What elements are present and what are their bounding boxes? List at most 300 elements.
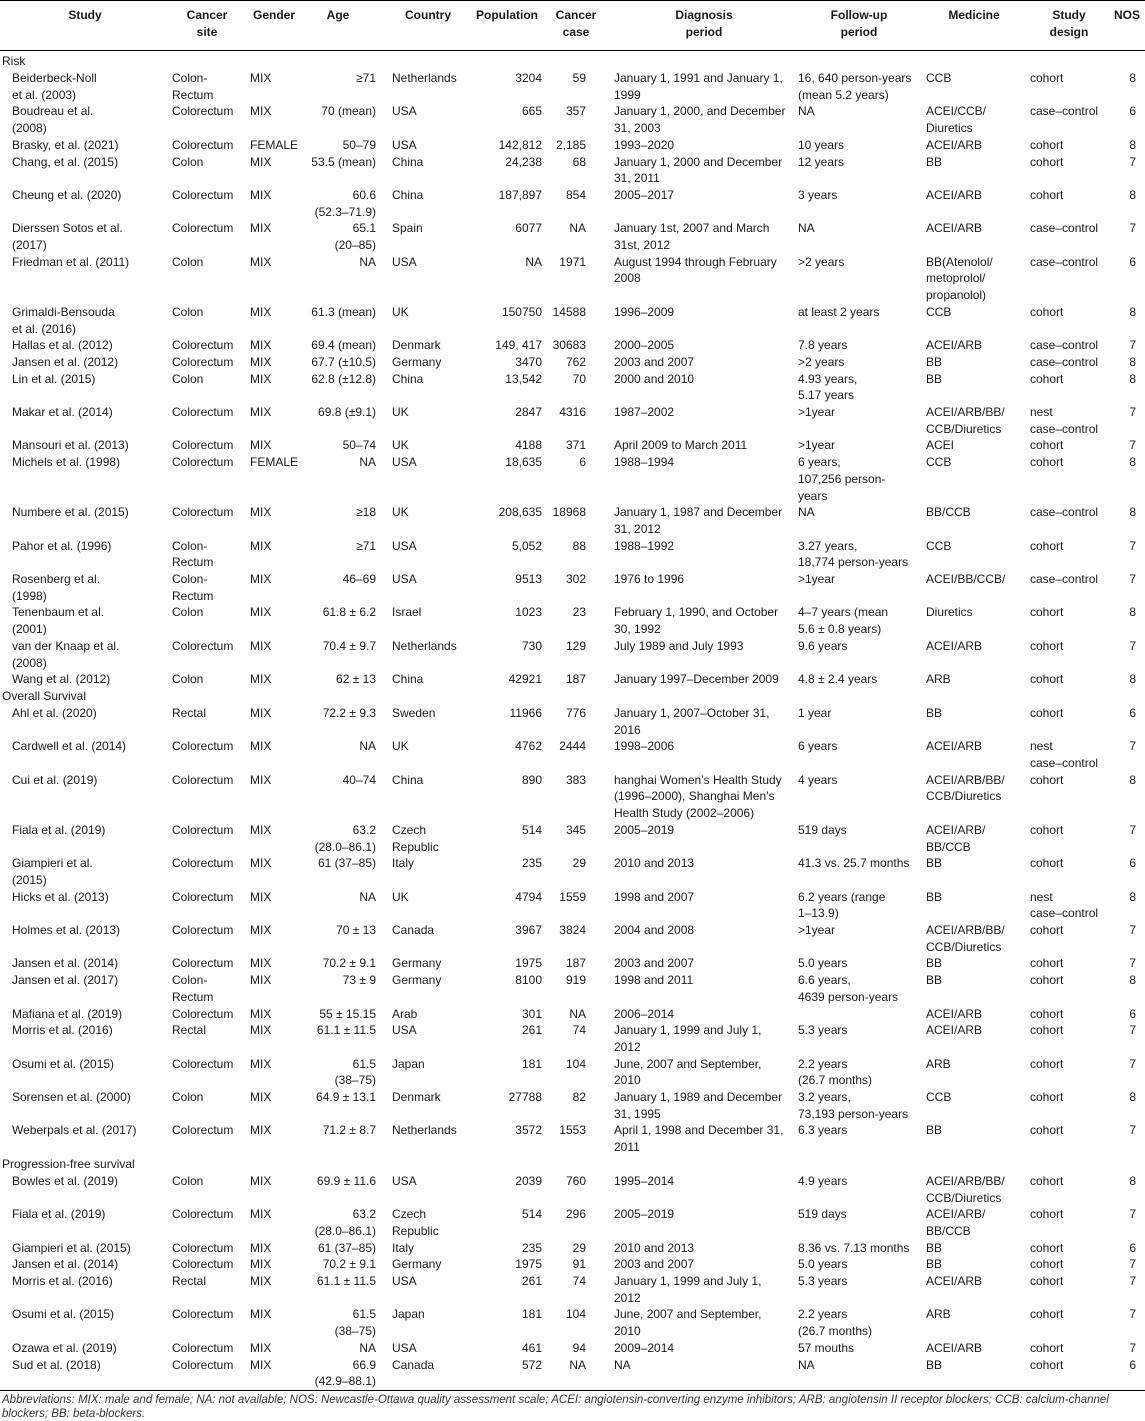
table-cell bbox=[172, 220, 246, 237]
cell-line: Diuretics bbox=[926, 121, 973, 136]
table-cell bbox=[470, 1306, 542, 1323]
table-cell bbox=[614, 1006, 794, 1023]
table-cell bbox=[798, 571, 920, 588]
cell-line: Colon- bbox=[172, 572, 208, 586]
cell-line: (mean 5.2 years) bbox=[798, 87, 889, 102]
table-cell bbox=[1030, 972, 1110, 989]
cell-line: >1year bbox=[798, 438, 836, 453]
cell-line: 8 bbox=[1129, 354, 1136, 369]
cell-line: (38–75) bbox=[334, 1324, 376, 1339]
table-cell bbox=[470, 404, 542, 421]
cell-line: Morris et al. (2016) bbox=[12, 1023, 113, 1038]
cell-line: 7 bbox=[1129, 154, 1136, 169]
cell-line: 2004 and 2008 bbox=[614, 923, 695, 937]
cell-line: BB/CCB bbox=[926, 505, 971, 520]
cell-line: 8 bbox=[1129, 505, 1136, 520]
table-cell bbox=[300, 822, 376, 855]
column-header bbox=[168, 7, 246, 40]
cell-line: Canada bbox=[392, 1357, 435, 1372]
cell-line: Diuretics bbox=[926, 605, 973, 620]
table-cell bbox=[470, 1122, 542, 1139]
table-cell bbox=[614, 772, 794, 822]
cell-line: 2009–2014 bbox=[614, 1340, 675, 1355]
table-cell bbox=[12, 220, 160, 253]
table-cell bbox=[926, 538, 1026, 555]
table-cell bbox=[798, 604, 920, 637]
table-cell bbox=[614, 220, 794, 253]
table-cell bbox=[1112, 154, 1136, 171]
table-cell bbox=[172, 1357, 246, 1374]
cell-line: ARB bbox=[926, 1307, 951, 1322]
table-cell bbox=[172, 1206, 246, 1223]
cell-line: cohort bbox=[1030, 772, 1064, 787]
cell-line: 70.2 ± 9.1 bbox=[322, 1257, 376, 1272]
cell-line: 2005–2019 bbox=[614, 1207, 675, 1222]
cell-line: CCB bbox=[926, 538, 952, 553]
cell-line: 371 bbox=[565, 438, 586, 453]
table-cell bbox=[548, 1056, 586, 1073]
table-cell bbox=[392, 1122, 470, 1139]
cell-line: Colorectum bbox=[172, 338, 234, 353]
cell-line: 62.8 (±12.8) bbox=[311, 371, 376, 386]
table-cell bbox=[614, 1206, 794, 1223]
cell-line: NA bbox=[798, 1357, 815, 1372]
cell-line: January 1st, 2007 and March bbox=[614, 221, 770, 236]
table-cell bbox=[470, 70, 542, 87]
cell-line: 1988–1992 bbox=[614, 538, 675, 553]
table-cell bbox=[926, 822, 1026, 855]
table-row bbox=[0, 254, 1145, 304]
table-cell bbox=[548, 538, 586, 555]
table-cell bbox=[1030, 70, 1110, 87]
table-cell bbox=[392, 254, 470, 271]
cell-line: Colorectum bbox=[172, 1240, 234, 1255]
cell-line: cohort bbox=[1030, 1173, 1064, 1188]
cell-line: cohort bbox=[1030, 1006, 1064, 1021]
table-cell bbox=[1112, 922, 1136, 939]
table-cell bbox=[548, 955, 586, 972]
cell-line: cohort bbox=[1030, 71, 1064, 85]
cell-line: CCB/Diuretics bbox=[926, 789, 1002, 804]
table-cell bbox=[548, 705, 586, 722]
cell-line: Rectal bbox=[172, 705, 207, 720]
table-cell bbox=[300, 1006, 376, 1023]
table-row bbox=[0, 1022, 1145, 1055]
table-cell bbox=[470, 705, 542, 722]
table-cell bbox=[172, 1240, 246, 1257]
table-cell bbox=[470, 538, 542, 555]
cell-line: USA bbox=[392, 104, 417, 119]
cell-line: cohort bbox=[1030, 956, 1064, 971]
cell-line: 18,774 person-years bbox=[798, 555, 909, 570]
cell-line: 7 bbox=[1129, 1023, 1136, 1038]
cell-line: MIX bbox=[250, 1090, 272, 1104]
cell-line: Colon bbox=[172, 304, 204, 319]
table-cell bbox=[392, 371, 470, 388]
table-cell bbox=[12, 604, 160, 637]
column-header-line: Age bbox=[326, 8, 350, 22]
table-cell bbox=[614, 404, 794, 421]
cell-line: MIX bbox=[250, 1340, 272, 1355]
table-cell bbox=[300, 738, 376, 755]
cell-line: 4762 bbox=[515, 739, 542, 754]
cell-line: Colorectum bbox=[172, 187, 234, 202]
table-cell bbox=[172, 337, 246, 354]
column-header-line: Follow-up bbox=[830, 8, 888, 22]
table-cell bbox=[1112, 437, 1136, 454]
cell-line: propanolol) bbox=[926, 288, 987, 303]
table-cell bbox=[1030, 1173, 1110, 1190]
cell-line: April 2009 to March 2011 bbox=[614, 438, 748, 453]
table-cell bbox=[798, 738, 920, 755]
table-cell bbox=[1112, 1273, 1136, 1290]
cell-line: 2008 bbox=[614, 271, 641, 286]
cell-line: 3470 bbox=[515, 354, 542, 369]
table-cell bbox=[250, 337, 300, 354]
cell-line: Colon bbox=[172, 1173, 204, 1188]
table-cell bbox=[798, 404, 920, 421]
cell-line: 70 (mean) bbox=[321, 104, 376, 119]
table-cell bbox=[1030, 604, 1110, 621]
cell-line: 31, 1995 bbox=[614, 1106, 661, 1121]
table-cell bbox=[926, 371, 1026, 388]
table-cell bbox=[172, 538, 246, 571]
cell-line: 3824 bbox=[559, 923, 586, 937]
cell-line: 302 bbox=[565, 572, 586, 586]
cell-line: 68 bbox=[572, 154, 586, 169]
table-cell bbox=[12, 1173, 160, 1190]
table-cell bbox=[172, 972, 246, 1005]
table-row bbox=[0, 1173, 1145, 1206]
cell-line: ACEI/ARB bbox=[926, 338, 983, 353]
table-cell bbox=[926, 638, 1026, 655]
table-cell bbox=[300, 1173, 376, 1190]
cell-line: FEMALE bbox=[250, 137, 299, 152]
table-cell bbox=[172, 571, 246, 604]
table-cell bbox=[172, 955, 246, 972]
cell-line: Colon bbox=[172, 371, 204, 386]
cell-line: Bowles et al. (2019) bbox=[12, 1173, 119, 1188]
table-row bbox=[0, 1357, 1145, 1390]
cell-line: 8 bbox=[1129, 605, 1136, 620]
table-row bbox=[0, 1240, 1145, 1257]
cell-line: 8 bbox=[1129, 1090, 1136, 1104]
cell-line: 88 bbox=[572, 538, 586, 553]
cell-line: 8 bbox=[1129, 1173, 1136, 1188]
cell-line: 31, 2012 bbox=[614, 521, 661, 536]
table-cell bbox=[1030, 1006, 1110, 1023]
table-cell bbox=[250, 538, 300, 555]
column-header-line: Country bbox=[405, 8, 451, 22]
table-cell bbox=[12, 855, 160, 888]
cell-line: 6 bbox=[1129, 705, 1136, 720]
cell-line: CCB bbox=[926, 304, 952, 319]
table-cell bbox=[172, 1022, 246, 1039]
column-header bbox=[302, 7, 374, 24]
table-row bbox=[0, 187, 1145, 220]
table-cell bbox=[798, 1357, 920, 1374]
cell-line: Colorectum bbox=[172, 354, 234, 369]
cell-line: 6 bbox=[1129, 1006, 1136, 1021]
cell-line: BB/CCB bbox=[926, 839, 971, 854]
cell-line: ARB bbox=[926, 1056, 951, 1071]
cell-line: Colorectum bbox=[172, 1056, 234, 1071]
cell-line: (28.0–86.1) bbox=[314, 1223, 376, 1238]
cell-line: 1988–1994 bbox=[614, 455, 675, 470]
table-cell bbox=[548, 1206, 586, 1223]
cell-line: MIX bbox=[250, 856, 272, 871]
table-row bbox=[0, 638, 1145, 671]
table-cell bbox=[392, 738, 470, 755]
cell-line: 69.9 ± 11.6 bbox=[316, 1173, 376, 1188]
cell-line: 665 bbox=[521, 104, 542, 119]
table-cell bbox=[614, 855, 794, 872]
table-cell bbox=[250, 437, 300, 454]
table-cell bbox=[614, 187, 794, 204]
table-cell bbox=[250, 855, 300, 872]
cell-line: 235 bbox=[521, 1240, 542, 1255]
table-cell bbox=[12, 1306, 160, 1323]
cell-line: 7 bbox=[1129, 572, 1136, 586]
cell-line: BB bbox=[926, 154, 943, 169]
table-cell bbox=[926, 70, 1026, 87]
cell-line: 6.3 years bbox=[798, 1123, 848, 1138]
cell-line: 18,635 bbox=[505, 455, 542, 470]
cell-line: Colorectum bbox=[172, 889, 234, 904]
cell-line: 2.2 years bbox=[798, 1056, 848, 1071]
table-cell bbox=[250, 972, 300, 989]
table-cell bbox=[926, 972, 1026, 989]
cell-line: China bbox=[392, 772, 424, 787]
cell-line: Lin et al. (2015) bbox=[12, 371, 96, 386]
table-cell bbox=[798, 822, 920, 839]
cell-line: 82 bbox=[572, 1090, 586, 1104]
table-cell bbox=[300, 371, 376, 388]
table-cell bbox=[12, 889, 160, 906]
table-cell bbox=[172, 437, 246, 454]
table-cell bbox=[12, 705, 160, 722]
table-cell bbox=[392, 1022, 470, 1039]
table-cell bbox=[926, 1273, 1026, 1290]
table-cell bbox=[548, 404, 586, 421]
table-cell bbox=[1112, 137, 1136, 154]
table-cell bbox=[548, 103, 586, 120]
table-cell bbox=[1112, 254, 1136, 271]
table-cell bbox=[470, 738, 542, 755]
cell-line: 3204 bbox=[515, 71, 542, 85]
column-header bbox=[1026, 7, 1112, 40]
table-cell bbox=[798, 1240, 920, 1257]
cell-line: case–control bbox=[1030, 756, 1099, 770]
table-cell bbox=[548, 604, 586, 621]
table-cell bbox=[470, 154, 542, 171]
table-cell bbox=[300, 571, 376, 588]
cell-line: Michels et al. (1998) bbox=[12, 455, 121, 470]
cell-line: MIX bbox=[250, 1274, 272, 1288]
table-cell bbox=[392, 187, 470, 204]
cell-line: 12 years bbox=[798, 154, 845, 169]
cell-line: 2010 and 2013 bbox=[614, 1240, 695, 1255]
cell-line: 2.2 years bbox=[798, 1307, 848, 1322]
table-cell bbox=[392, 604, 470, 621]
cell-line: Netherlands bbox=[392, 71, 457, 85]
cell-line: at least 2 years bbox=[798, 304, 880, 319]
table-cell bbox=[1112, 889, 1136, 906]
cell-line: 64.9 ± 13.1 bbox=[316, 1090, 376, 1104]
table-row bbox=[0, 1006, 1145, 1023]
cell-line: Colorectum bbox=[172, 405, 234, 419]
cell-line: 149, 417 bbox=[495, 338, 542, 353]
cell-line: Denmark bbox=[392, 338, 441, 353]
cell-line: 8 bbox=[1129, 71, 1136, 85]
table-cell bbox=[1030, 822, 1110, 839]
table-cell bbox=[392, 972, 470, 989]
cell-line: 5.6 ± 0.8 years) bbox=[798, 622, 882, 637]
cell-line: Fiala et al. (2019) bbox=[12, 1207, 106, 1222]
cell-line: cohort bbox=[1030, 1257, 1064, 1272]
table-cell bbox=[392, 922, 470, 939]
table-cell bbox=[614, 738, 794, 755]
table-cell bbox=[798, 889, 920, 922]
cell-line: Jansen et al. (2014) bbox=[12, 956, 119, 971]
table-cell bbox=[614, 254, 794, 287]
table-cell bbox=[300, 137, 376, 154]
cell-line: 50–79 bbox=[342, 137, 376, 152]
table-cell bbox=[300, 671, 376, 688]
table-cell bbox=[470, 254, 542, 271]
table-cell bbox=[300, 254, 376, 271]
cell-line: MIX bbox=[250, 505, 272, 520]
table-cell bbox=[172, 137, 246, 154]
cell-line: 2012 bbox=[614, 1039, 641, 1054]
cell-line: Friedman et al. (2011) bbox=[12, 254, 130, 269]
cell-line: NA bbox=[359, 254, 376, 269]
table-cell bbox=[300, 972, 376, 989]
table-cell bbox=[470, 671, 542, 688]
table-cell bbox=[798, 855, 920, 872]
cell-line: et al. (2003) bbox=[12, 87, 77, 102]
cell-line: 7 bbox=[1129, 1307, 1136, 1322]
cell-line: Colorectum bbox=[172, 772, 234, 787]
cell-line: NA bbox=[525, 254, 542, 269]
cell-line: Colorectum bbox=[172, 221, 234, 236]
cell-line: 71.2 ± 8.7 bbox=[322, 1123, 376, 1138]
cell-line: UK bbox=[392, 889, 409, 904]
cell-line: 2010 bbox=[614, 1324, 641, 1339]
cell-line: case–control bbox=[1030, 421, 1099, 436]
cell-line: 1971 bbox=[559, 254, 586, 269]
cell-line: 6 years, bbox=[798, 455, 841, 470]
cell-line: NA bbox=[798, 505, 815, 520]
cell-line: et al. (2016) bbox=[12, 321, 77, 336]
cell-line: Colon bbox=[172, 154, 204, 169]
cell-line: (26.7 months) bbox=[798, 1324, 873, 1339]
table-cell bbox=[300, 1256, 376, 1273]
cell-line: MIX bbox=[250, 1240, 272, 1255]
cell-line: Rectal bbox=[172, 1274, 207, 1288]
cell-line: (28.0–86.1) bbox=[314, 839, 376, 854]
table-cell bbox=[1112, 1173, 1136, 1190]
cell-line: Colorectum bbox=[172, 438, 234, 453]
table-row bbox=[0, 103, 1145, 136]
cell-line: 94 bbox=[572, 1340, 586, 1355]
table-cell bbox=[548, 738, 586, 755]
cell-line: 776 bbox=[565, 705, 586, 720]
table-cell bbox=[926, 889, 1026, 906]
cell-line: MIX bbox=[250, 672, 272, 687]
table-row bbox=[0, 404, 1145, 437]
cell-line: MIX bbox=[250, 705, 272, 720]
table-cell bbox=[1030, 103, 1110, 120]
cell-line: 16, 640 person-years bbox=[798, 71, 912, 85]
cell-line: 890 bbox=[521, 772, 542, 787]
cell-line: (42.9–88.1) bbox=[314, 1374, 376, 1389]
table-cell bbox=[300, 705, 376, 722]
cell-line: Colon bbox=[172, 605, 204, 620]
table-cell bbox=[548, 254, 586, 271]
cell-line: 3.2 years, bbox=[798, 1090, 851, 1104]
table-cell bbox=[1112, 855, 1136, 872]
table-cell bbox=[392, 1173, 470, 1190]
table-cell bbox=[172, 772, 246, 789]
table-cell bbox=[392, 1256, 470, 1273]
table-row bbox=[0, 437, 1145, 454]
table-cell bbox=[250, 822, 300, 839]
table-cell bbox=[798, 337, 920, 354]
cell-line: Rectal bbox=[172, 1023, 207, 1038]
cell-line: (2017) bbox=[12, 238, 47, 252]
cell-line: 2010 bbox=[614, 1073, 641, 1088]
cell-line: MIX bbox=[250, 923, 272, 937]
cell-line: >2 years bbox=[798, 254, 845, 269]
table-cell bbox=[798, 1273, 920, 1290]
table-cell bbox=[548, 889, 586, 906]
table-cell bbox=[614, 1240, 794, 1257]
cell-line: Colorectum bbox=[172, 1357, 234, 1372]
cell-line: case–control bbox=[1030, 104, 1099, 119]
table-cell bbox=[250, 604, 300, 621]
cell-line: Netherlands bbox=[392, 638, 457, 653]
table-cell bbox=[1112, 1240, 1136, 1257]
cell-line: Mafiana et al. (2019) bbox=[12, 1006, 123, 1021]
table-cell bbox=[1112, 1022, 1136, 1039]
table-cell bbox=[1112, 404, 1136, 421]
cell-line: 73 ± 9 bbox=[342, 973, 376, 988]
column-header-line: design bbox=[1049, 24, 1089, 39]
table-cell bbox=[798, 671, 920, 688]
cell-line: 72.2 ± 9.3 bbox=[322, 705, 376, 720]
table-cell bbox=[250, 1273, 300, 1290]
cell-line: 2003 and 2007 bbox=[614, 1257, 695, 1272]
table-cell bbox=[1112, 1122, 1136, 1139]
table-cell bbox=[548, 922, 586, 939]
table-cell bbox=[12, 972, 160, 989]
cell-line: MIX bbox=[250, 438, 272, 453]
cell-line: MIX bbox=[250, 154, 272, 169]
table-cell bbox=[470, 187, 542, 204]
table-cell bbox=[392, 1357, 470, 1374]
cell-line: nest bbox=[1030, 405, 1053, 419]
table-cell bbox=[926, 103, 1026, 136]
table-row bbox=[0, 354, 1145, 371]
table-row bbox=[0, 504, 1145, 537]
table-cell bbox=[798, 504, 920, 521]
table-cell bbox=[798, 1022, 920, 1039]
table-cell bbox=[470, 1056, 542, 1073]
table-cell bbox=[1030, 1022, 1110, 1039]
cell-line: Makar et al. (2014) bbox=[12, 405, 113, 419]
table-cell bbox=[548, 154, 586, 171]
